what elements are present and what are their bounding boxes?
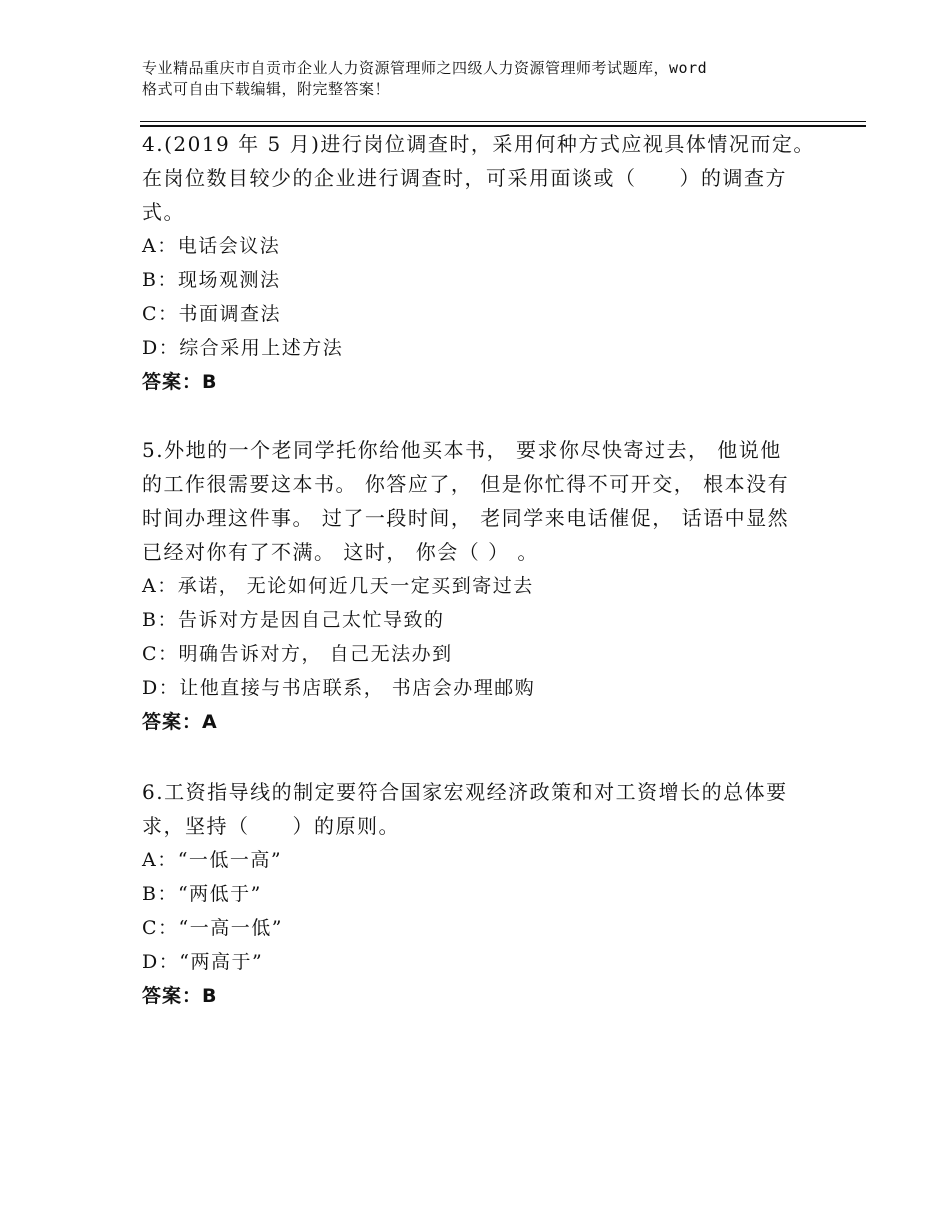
stem-line: 式。 — [142, 200, 185, 224]
question-4 — [142, 127, 822, 399]
question-stem — [142, 127, 822, 229]
option-a: A：承诺， 无论如何近几天一定买到寄过去 — [142, 575, 534, 597]
stem-line: 6.工资指导线的制定要符合国家宏观经济政策和对工资增长的总体要 — [142, 780, 788, 804]
document-header — [142, 58, 832, 100]
answer-label: 答案：B — [142, 371, 218, 393]
stem-line: 在岗位数目较少的企业进行调查时，可采用面谈或（ ）的调查方 — [142, 166, 787, 190]
option-d: D：“两高于” — [142, 951, 264, 973]
option-b: B：告诉对方是因自己太忙导致的 — [142, 609, 445, 631]
option-c: C：书面调查法 — [142, 303, 282, 325]
question-6 — [142, 775, 822, 1013]
stem-line: 求，坚持（ ）的原则。 — [142, 814, 400, 838]
answer-label: 答案：B — [142, 985, 218, 1007]
question-5 — [142, 433, 822, 739]
option-b: B：现场观测法 — [142, 269, 281, 291]
option-c: C：明确告诉对方， 自己无法办到 — [142, 643, 453, 665]
stem-line: 的工作很需要这本书。 你答应了， 但是你忙得不可开交， 根本没有 — [142, 472, 790, 496]
answer-label: 答案：A — [142, 711, 218, 733]
option-c: C：“一高一低” — [142, 917, 283, 939]
option-d: D：让他直接与书店联系， 书店会办理邮购 — [142, 677, 536, 699]
option-a: A：“一低一高” — [142, 849, 283, 871]
stem-line: 4.(2019 年 5 月)进行岗位调查时，采用何种方式应视具体情况而定。 — [142, 132, 815, 156]
header-line-2: 格式可自由下载编辑，附完整答案！ — [142, 80, 391, 98]
question-stem — [142, 433, 822, 569]
stem-line: 已经对你有了不满。 这时， 你会（ ） 。 — [142, 540, 539, 564]
header-rule-thin — [140, 121, 866, 122]
header-line-1: 专业精品重庆市自贡市企业人力资源管理师之四级人力资源管理师考试题库，word — [142, 59, 708, 77]
stem-line: 时间办理这件事。 过了一段时间， 老同学来电话催促， 话语中显然 — [142, 506, 790, 530]
option-a: A：电话会议法 — [142, 235, 281, 257]
option-d: D：综合采用上述方法 — [142, 337, 344, 359]
stem-line: 5.外地的一个老同学托你给他买本书， 要求你尽快寄过去， 他说他 — [142, 438, 782, 462]
question-stem — [142, 775, 822, 843]
option-b: B：“两低于” — [142, 883, 262, 905]
